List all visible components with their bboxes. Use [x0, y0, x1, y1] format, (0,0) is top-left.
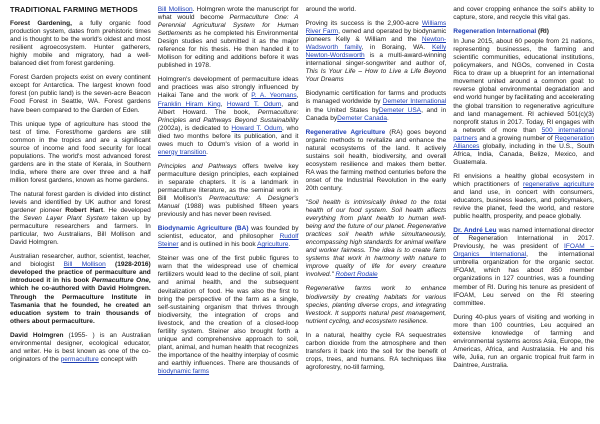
- text: is a multi-award-winning international singer-songwriter and author of,: [305, 52, 447, 68]
- quote: [306, 199, 447, 279]
- book-title: Permaculture: Principles and Pathways Beyond Sustainability: [157, 108, 299, 124]
- term-permaculture: permaculture: [94, 269, 137, 277]
- paragraph: During 40-plus years of visiting and working in more than 100 countries, Leu acquired an extensive knowledge of farming and environmental systems across Asia, Europe, the Americas, Africa, and Australasia. He and his wife, Julia, run an organic tropical fruit farm in Daintree, Australia.: [453, 313, 594, 369]
- text: .: [206, 148, 208, 156]
- text: a fully organic food production system, dates from prehistoric times and is thought to be the world's oldest and most resilient agroecosystem. Hunter gatherers, highly mobile and migratory, had a well-balanced diet from forest gardening.: [10, 20, 151, 68]
- text: Proving its success is the 2,900-acre: [305, 20, 422, 28]
- link-energy-transition[interactable]: energy transition: [157, 148, 207, 156]
- name-david-holmgren: David Holmgren: [10, 331, 64, 339]
- text: was founded by scientist, educator, and philosopher: [157, 225, 299, 241]
- link-williams-river-farm[interactable]: Williams River Farm: [305, 20, 447, 36]
- name-robert-hart: Robert Hart: [65, 207, 104, 215]
- text: and is outlined in his book: [178, 241, 258, 249]
- text: (1955- ) is an Australian environmental designer, ecological educator, and writer. He is best known as one of the co-originators of the: [10, 331, 151, 363]
- paragraph: [453, 173, 594, 221]
- text: ,: [220, 100, 227, 108]
- text: concept with: [98, 355, 138, 363]
- paragraph: and cover cropping enhance the soil's ability to capture, store, and recycle this vital gas.: [453, 6, 594, 22]
- text: , who died two months before its publication, and it owes much to Odum's vision of a world in: [157, 124, 299, 148]
- term-regeneration-international: Regeneration International: [453, 28, 537, 36]
- text: offers twelve key permaculture design principles, each explained in separate chapters. It is a landmark in permaculture literature, as the seminal work in Bill Mollison's: [157, 162, 299, 203]
- paragraph: Forest Garden projects exist on every continent except for Antarctica. The largest known food forest (on public land) is the seven-acre Beacon Food Forest in Seattle, WA. Forest gardens have been compared to the Garden of Eden.: [10, 74, 151, 114]
- book-title: Principles and Pathways: [157, 162, 237, 170]
- link-regeneration-alliances[interactable]: Regeneration Alliances: [453, 134, 594, 150]
- link-pa-yeomans[interactable]: P. A. Yeomans: [251, 92, 297, 100]
- link-bill-mollison[interactable]: Bill Mollison: [63, 261, 106, 269]
- link-permaculture[interactable]: permaculture: [60, 355, 99, 363]
- column-4: [453, 6, 594, 424]
- text: and introduced it in his book: [10, 269, 151, 285]
- link-biodynamic-farms[interactable]: biodynamic farms: [157, 367, 210, 375]
- text: , and in Canada by: [305, 106, 447, 122]
- text: and a growing number of: [477, 134, 555, 142]
- link-kelly-newton[interactable]: Kelly Newton-Wordsworth: [305, 44, 447, 60]
- text: (2002a), is dedicated to: [157, 124, 232, 132]
- book-title: Permaculture: A Designer's Manual: [157, 195, 299, 211]
- text: Australian researcher, author, scientist, teacher, and biologist: [10, 253, 151, 269]
- text: .: [288, 241, 291, 249]
- text: , and Albert Howard. The book,: [157, 100, 299, 116]
- text: in the United States by: [305, 106, 379, 114]
- paragraph: [453, 227, 594, 307]
- text: as he completed his Environmental Design studies and submitted it as the major reference for his thesis. He then handed it to Mollison for editing and additions before it was published in 1978.: [157, 30, 299, 70]
- text: .: [387, 114, 389, 122]
- text: , which he co-authored with David Holmgren. Through the Permaculture Institute in Tasmania that he founded, he created an education system to train thousands of others about permaculture.: [10, 277, 151, 325]
- paragraph: This unique type of agriculture has stood the test of time. Forest/home gardens are still common in the tropics and are a significant source of income and food security for local populations. The world's most advanced forest gardens are in the state of Kerala, in Southern India, where there are over three and a half million forest gardens, known as home gardens.: [10, 120, 151, 184]
- term-biodynamic: Biodynamic Agriculture (BA): [157, 225, 249, 233]
- term-seven-layer: Seven Layer Plant System: [23, 215, 108, 223]
- link-andre-leu[interactable]: Dr. André Leu: [453, 227, 497, 235]
- paragraph: [10, 191, 151, 247]
- text: (RA) goes beyond organic methods to revitalize and enhance the natural ecosystems of the land. It actively sustains soil health, biodiversity, and overall ecosystem resilience and makes them better. RA was the farming method centuries before the onset of the Industrial Revolution in the early 20th century.: [305, 128, 447, 192]
- page-title: TRADITIONAL FARMING METHODS: [10, 6, 138, 14]
- text: Steiner was one of the first public figures to warn that the widespread use of chemical fertilizers would lead to the decline of soil, plant and animal health, and the subsequent devitalization of food. He was also the first to bring the perspective of the farm as a single, self-sustaining organism that thrives through biodiversity, the integration of crops and livestock, and the creation of a closed-loop fertility system. Steiner also brought forth a unique and comprehensive approach to soil, plant, animal, and human health that recognizes the importance of the healthy interplay of cosmic and earthly influences. There are thousands of: [157, 255, 299, 367]
- link-rudolf-steiner[interactable]: Rudolf Steiner: [157, 233, 299, 249]
- text: , owned and operated by biodynamic pioneers Kelly & William and the: [305, 28, 447, 44]
- link-newton-wadsworth[interactable]: Newton-Wadsworth family: [305, 36, 447, 52]
- link-howard-odum-2[interactable]: Howard T. Odum: [231, 124, 283, 132]
- text: In June 2015, about 60 people from 21 nations, representing businesses, the farming and scientific communities, educational institutions, policymakers, and NGOs, convened in Costa Rica to draw up a blueprint for an international movement united around a common goal: to reverse global environmental degradation and end world hunger by facilitating and accelerating the global transition to regenerative agriculture and land management. RI achieved 501(c)(3) nonprofit status in 2017. Today, RI engages with a network of more than: [453, 38, 594, 134]
- paragraph: [158, 163, 299, 219]
- paragraph: [158, 255, 299, 376]
- term-regenerative: Regenerative Agriculture: [305, 128, 386, 136]
- column-2: [158, 6, 299, 424]
- paragraph: around the world.: [305, 6, 357, 13]
- subheading: [453, 28, 594, 36]
- text: was named international director of Regeneration International in 2017. Previously, he was president of: [453, 227, 594, 251]
- link-regenerative-agriculture[interactable]: regenerative agriculture: [523, 180, 594, 188]
- column-1: [10, 6, 151, 424]
- link-500-partners[interactable]: 500 international partners: [453, 126, 594, 142]
- paragraph: [306, 90, 447, 122]
- paragraph: [10, 20, 151, 68]
- link-franklin-king[interactable]: Franklin Hiram King: [157, 100, 221, 108]
- paragraph: [10, 253, 151, 325]
- text: globally, including in the U.S., South Africa, India, Canada, Belize, Mexico, and Guatemala.: [453, 142, 594, 166]
- text: RI envisions a healthy global ecosystem in which practitioners of: [453, 172, 594, 188]
- text: (RI): [536, 28, 549, 36]
- link-demeter-canada[interactable]: Demeter Canada: [337, 114, 388, 122]
- book-title: This Is Your Life – How to Live a Life Beyond Your Dreams: [305, 68, 447, 84]
- text: and land use, in concert with consumers, educators, business leaders, and policymakers, revive the planet, feed the world, and restore public health, prosperity, and peace globally.: [453, 188, 594, 221]
- link-agriculture[interactable]: Agriculture: [257, 241, 289, 249]
- book-title: Permaculture One: [91, 277, 149, 285]
- book-title: Permaculture One: A Perennial Agricultural System for Human Settlements: [157, 14, 299, 38]
- text: taken up by permaculture researchers and farmers. In particular, two Australians, Bill Mollison and David Holmgren.: [10, 215, 151, 247]
- column-3: [306, 6, 447, 424]
- text: . He developed the: [10, 207, 151, 223]
- link-demeter-usa[interactable]: Demeter USA: [378, 106, 422, 114]
- paragraph: [306, 20, 447, 84]
- text: (1988) was published fifteen years previously and has never been revised.: [157, 203, 299, 219]
- paragraph: [10, 332, 151, 364]
- paragraph: Regenerative farms work to enhance biodiversity by creating habitats for various species, planting diverse crops, and integrating livestock. It supports natural pest management, nutrient cycling, and ecosystem resilience.: [305, 285, 447, 325]
- paragraph: [158, 76, 299, 156]
- paragraph: In a natural, healthy cycle RA sequestrates carbon dioxide from the atmosphere and then transfers it back into the soil for the benefit of crops, trees, and humans. RA techniques like agroforestry, no-till farming,: [305, 331, 447, 371]
- text: Holmgren's development of permaculture ideas and practices was also strongly influenced by Haikai Tane and the work of: [157, 76, 299, 100]
- text: ,: [296, 92, 299, 100]
- text: , the international umbrella organization for the organic sector. IFOAM, which has about 850 member organizations in 127 countries, was a founding member of RI. During his tenure as president of IFOAM, Leu served on the RI steering committee.: [453, 251, 594, 307]
- text: . Holmgren wrote the manuscript for what would become: [157, 6, 299, 22]
- text: The natural forest garden is divided into distinct levels and identified by UK author and forest gardener pioneer: [10, 190, 151, 215]
- link-bill-mollison[interactable]: Bill Mollison: [157, 6, 193, 13]
- paragraph: [158, 6, 299, 70]
- text: (1928-2016) developed the practice of: [10, 261, 151, 277]
- term-forest-gardening: Forest Gardening,: [10, 20, 72, 28]
- link-demeter-international[interactable]: Demeter International: [382, 98, 447, 106]
- paragraph: [453, 38, 594, 167]
- text: Biodynamic certification for farms and products is managed worldwide by: [305, 90, 447, 106]
- paragraph: [158, 225, 299, 249]
- link-howard-odum[interactable]: Howard T. Odum: [226, 100, 282, 108]
- paragraph: [306, 129, 447, 193]
- link-robert-rodale[interactable]: Robert Rodale: [335, 271, 378, 279]
- text: , in Boraing, WA.: [361, 44, 433, 52]
- text: "Soil health is intrinsically linked to the total health of our food system. Soil health affects everything from plant health to human well-being and the future of our planet. Regenerative practices soil health while simultaneously, encompassing high standards for animal welfare and worker fairness. The idea is to create farm systems that work in harmony with nature to improve quality of life for every creature involved.": [305, 198, 447, 279]
- link-ifoam[interactable]: IFOAM – Organics International: [453, 243, 594, 259]
